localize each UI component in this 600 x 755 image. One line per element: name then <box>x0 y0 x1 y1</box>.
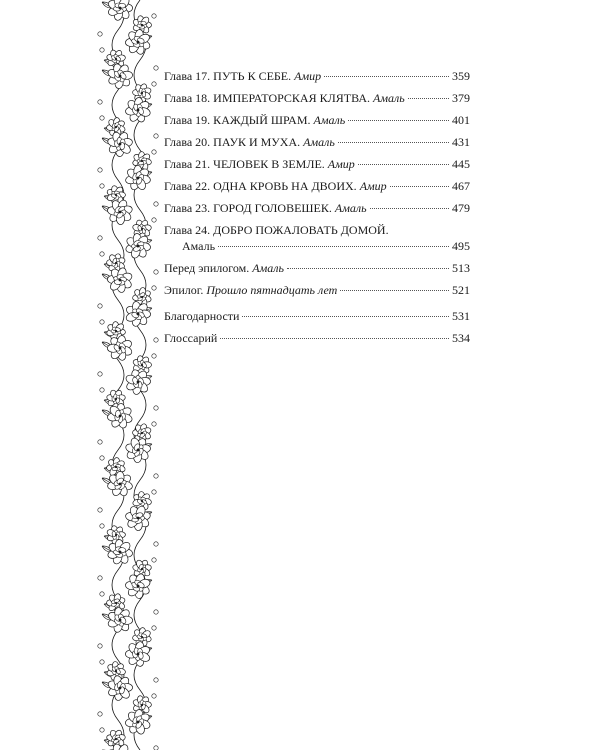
toc-entry-author: Амаль <box>182 238 215 254</box>
toc-entry-before-epilogue[interactable] <box>164 260 470 276</box>
bud <box>154 134 158 138</box>
toc-entry-label: Глава 20. ПАУК И МУХА. <box>164 135 300 149</box>
bud <box>100 388 104 392</box>
toc-entry-author: Амаль <box>373 91 405 105</box>
bud <box>98 304 102 308</box>
toc-entry-chapter-21[interactable] <box>164 156 470 172</box>
bud <box>98 236 102 240</box>
vine-stem <box>112 0 124 750</box>
toc-entry-page: 495 <box>452 238 470 254</box>
bud <box>98 712 102 716</box>
toc-entry-author: Прошло пятнадцать лет <box>206 283 337 297</box>
toc-entry-page: 401 <box>452 112 470 128</box>
bud <box>154 66 158 70</box>
bud <box>100 48 104 52</box>
bud <box>154 474 158 478</box>
bud <box>100 592 104 596</box>
toc-entry-page: 359 <box>452 68 470 84</box>
bud <box>100 456 104 460</box>
bud <box>152 286 156 290</box>
leader-dots <box>390 186 449 187</box>
toc-entry-page: 379 <box>452 90 470 106</box>
toc-entry-label: Глава 23. ГОРОД ГОЛОВЕШЕК. <box>164 201 332 215</box>
toc-entry-page: 521 <box>452 282 470 298</box>
bud <box>154 270 158 274</box>
bud <box>100 252 104 256</box>
bud <box>100 184 104 188</box>
bud <box>98 576 102 580</box>
bud <box>152 626 156 630</box>
peony-flower <box>121 161 156 195</box>
peony-flower <box>122 366 155 398</box>
toc-entry-page: 513 <box>452 260 470 276</box>
toc-entry-author: Амир <box>328 157 355 171</box>
bud <box>154 678 158 682</box>
bud <box>98 440 102 444</box>
toc-entry-label: Глоссарий <box>164 330 217 346</box>
peony-flower <box>106 402 135 430</box>
toc-entry-page: 534 <box>452 330 470 346</box>
toc-entry-author: Амаль <box>335 201 367 215</box>
peony-flower <box>122 638 153 669</box>
leader-dots <box>408 98 449 99</box>
bud <box>98 32 102 36</box>
bud <box>152 694 156 698</box>
toc-entry-label: Благодарности <box>164 308 239 324</box>
toc-entry-label: Глава 19. КАЖДЫЙ ШРАМ. <box>164 113 311 127</box>
floral-border-icon <box>96 0 162 750</box>
toc-entry-label: Глава 17. ПУТЬ К СЕБЕ. <box>164 69 291 83</box>
peony-flower <box>105 537 134 567</box>
toc-entry-label: Перед эпилогом. <box>164 261 249 275</box>
bud <box>154 338 158 342</box>
toc-entry-chapter-18[interactable] <box>164 90 470 106</box>
toc-entry-page: 531 <box>452 308 470 324</box>
toc-entry-chapter-20[interactable] <box>164 134 470 150</box>
toc-entry-label: Глава 22. ОДНА КРОВЬ НА ДВОИХ. <box>164 179 357 193</box>
toc-entry-author: Амир <box>294 69 321 83</box>
toc-entry-author: Амаль <box>252 261 284 275</box>
toc-entry-label: Глава 18. ИМПЕРАТОРСКАЯ КЛЯТВА. <box>164 91 370 105</box>
bud <box>152 82 156 86</box>
leader-dots <box>348 120 449 121</box>
bud <box>98 508 102 512</box>
toc-entry-chapter-19[interactable] <box>164 112 470 128</box>
toc-entry-glossary[interactable] <box>164 330 470 346</box>
leader-dots <box>242 316 449 317</box>
bud <box>98 168 102 172</box>
leader-dots <box>338 142 449 143</box>
bud <box>154 746 158 750</box>
toc-entry-chapter-22[interactable] <box>164 178 470 194</box>
leader-dots <box>218 246 449 247</box>
bud <box>100 728 104 732</box>
bud <box>100 320 104 324</box>
toc-entry-chapter-23[interactable] <box>164 200 470 216</box>
bud <box>98 372 102 376</box>
bud <box>154 202 158 206</box>
bud <box>152 558 156 562</box>
toc-entry-epilogue[interactable] <box>164 282 470 298</box>
peony-flower <box>107 0 133 21</box>
toc-entry-author: Амаль <box>314 113 346 127</box>
bud <box>152 354 156 358</box>
bud <box>100 660 104 664</box>
toc-entry-page: 431 <box>452 134 470 150</box>
bud <box>100 524 104 528</box>
toc-entry-page: 467 <box>452 178 470 194</box>
bud <box>154 610 158 614</box>
toc-entry-acknowledgements[interactable] <box>164 308 470 324</box>
toc-entry-label: Эпилог. <box>164 283 203 297</box>
leader-dots <box>340 290 449 291</box>
bud <box>98 644 102 648</box>
bud <box>154 542 158 546</box>
toc-entry-author: Амир <box>360 179 387 193</box>
toc-entry-label: Глава 21. ЧЕЛОВЕК В ЗЕМЛЕ. <box>164 157 325 171</box>
bud <box>152 490 156 494</box>
toc-entry-author: Амаль <box>303 135 335 149</box>
toc-entry-chapter-17[interactable] <box>164 68 470 84</box>
leader-dots <box>358 164 449 165</box>
bud <box>100 116 104 120</box>
leader-dots <box>220 338 449 339</box>
bud <box>152 150 156 154</box>
bud <box>98 100 102 104</box>
leader-dots <box>370 208 449 209</box>
toc-entry-page: 445 <box>452 156 470 172</box>
bud <box>152 14 156 18</box>
bud <box>154 406 158 410</box>
peony-flower <box>121 25 155 59</box>
bud <box>152 422 156 426</box>
toc-entry-page: 479 <box>452 200 470 216</box>
leader-dots <box>287 268 449 269</box>
leader-dots <box>324 76 449 77</box>
toc-entry-chapter-24[interactable] <box>164 222 470 254</box>
table-of-contents <box>164 68 470 352</box>
toc-entry-label: Глава 24. ДОБРО ПОЖАЛОВАТЬ ДОМОЙ. <box>164 222 470 238</box>
bud <box>152 218 156 222</box>
